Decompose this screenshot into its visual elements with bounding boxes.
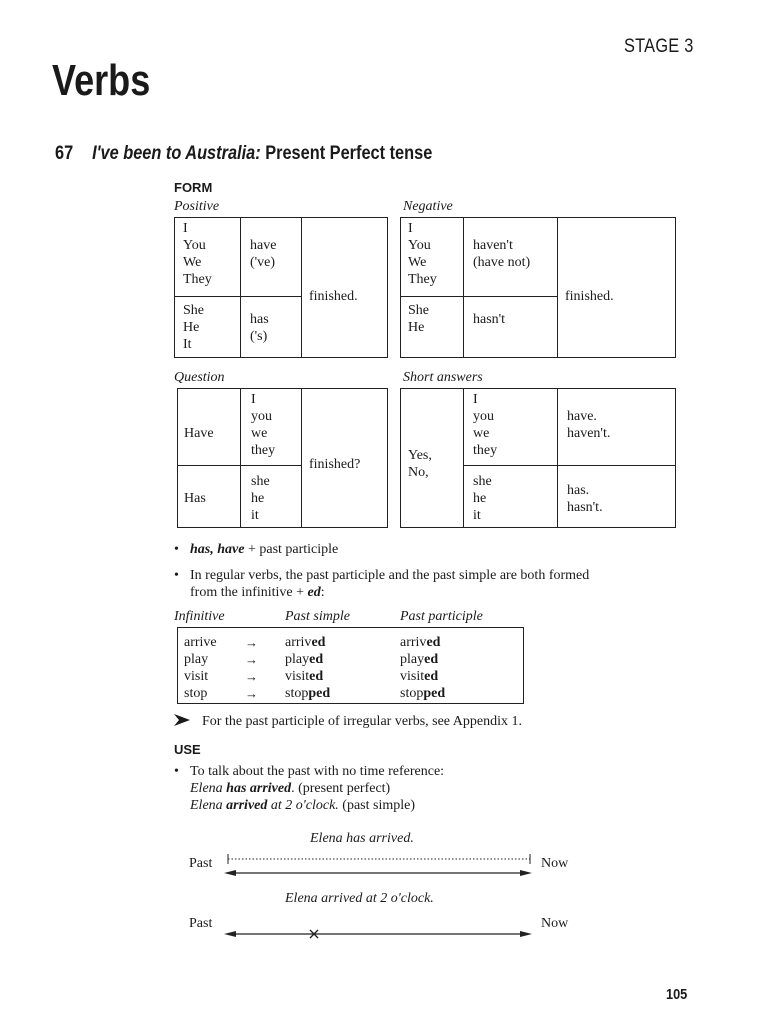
example-1-subject: Elena (190, 781, 223, 796)
negative-participle: finished. (565, 289, 614, 304)
bullet-has-have (174, 541, 338, 558)
negative-row-divider (400, 296, 557, 297)
question-pronouns-plural: I you we they (251, 392, 276, 458)
positive-pronouns-plural: I You We They (183, 221, 212, 287)
positive-verb-has: has ('s) (250, 312, 269, 344)
arrow-icon: → (245, 669, 258, 684)
verb-inf-2: visit (184, 669, 209, 684)
bullet-dot: • (174, 568, 179, 583)
bullet-regular-line2: from the infinitive + (190, 585, 305, 600)
bullet-regular-colon: : (320, 585, 325, 600)
arrow-icon: → (245, 686, 258, 701)
verb-pp-ending: ed (424, 652, 439, 667)
verb-ps-0 (285, 634, 325, 651)
positive-divider-2 (301, 217, 302, 358)
bullet-has-have-bold: has, have (190, 542, 245, 557)
verb-ps-ending: ed (311, 635, 326, 650)
verb-ps-ending: ed (309, 652, 324, 667)
bullet-has-have-rest: + past participle (247, 542, 339, 557)
unit-title-italic: I've been to Australia: (92, 143, 261, 164)
short-answers-label: Short answers (403, 370, 483, 385)
timeline-1-caption: Elena has arrived. (310, 831, 414, 846)
verb-ps-2 (285, 668, 323, 685)
bullet-regular-verbs (174, 567, 589, 601)
question-aux-have: Have (184, 426, 214, 441)
question-participle: finished? (309, 457, 361, 472)
form-heading: FORM (174, 180, 213, 195)
verb-ps-stem: stop (285, 686, 309, 701)
timeline-2-diagram (222, 922, 534, 942)
short-answers-table (400, 388, 676, 528)
timeline-1-diagram (222, 850, 534, 880)
question-label: Question (174, 370, 225, 385)
bullet-dot: • (174, 764, 179, 779)
short-answers-has: has. hasn't. (567, 483, 603, 515)
use-bullet-text: To talk about the past with no time reference: (190, 764, 445, 779)
short-answers-pronouns-singular: she he it (473, 474, 492, 523)
short-answers-divider-1 (463, 388, 464, 528)
timeline-2-caption: Elena arrived at 2 o'clock. (285, 891, 434, 906)
short-answers-row-divider (463, 465, 676, 466)
bullet-dot: • (174, 542, 179, 557)
header-past-participle: Past participle (400, 609, 483, 624)
unit-heading (55, 143, 432, 165)
verb-ps-stem: arriv (285, 635, 312, 650)
page-number: 105 (666, 986, 688, 1003)
positive-pronouns-singular: She He It (183, 303, 204, 352)
verb-inf-1: play (184, 652, 209, 667)
bullet-regular-ed: ed (307, 585, 321, 600)
use-bullet (174, 763, 444, 780)
verb-ps-3 (285, 685, 330, 702)
example-2-note: (past simple) (342, 798, 416, 813)
question-row-divider (177, 465, 301, 466)
negative-divider-1 (463, 217, 464, 358)
verb-pp-stem: play (400, 652, 425, 667)
positive-verb-have: have ('ve) (250, 238, 277, 270)
positive-label: Positive (174, 199, 220, 214)
example-2-verb: arrived (226, 798, 268, 813)
header-infinitive: Infinitive (174, 609, 225, 624)
verb-table (177, 627, 524, 704)
short-answers-yes-no: Yes, No, (408, 448, 432, 480)
example-1-verb: has arrived (226, 781, 292, 796)
unit-title-rest: Present Perfect tense (265, 143, 433, 164)
negative-pronouns-singular: She He (408, 303, 429, 335)
negative-label: Negative (403, 199, 453, 214)
verb-ps-1 (285, 651, 323, 668)
verb-inf-0: arrive (184, 635, 217, 650)
negative-verb-hasnt: hasn't (473, 312, 506, 327)
short-answers-have: have. haven't. (567, 409, 611, 441)
unit-number: 67 (55, 143, 74, 164)
verb-pp-ending: ed (426, 635, 441, 650)
verb-ps-stem: visit (285, 669, 310, 684)
negative-verb-havent: haven't (have not) (473, 238, 531, 270)
verb-pp-ending: ed (424, 669, 439, 684)
bullet-regular-line1: In regular verbs, the past participle and the past simple are both formed (190, 568, 590, 583)
positive-divider-1 (240, 217, 241, 358)
timeline-2-past: Past (189, 916, 213, 931)
use-example-1 (190, 780, 390, 797)
positive-row-divider (174, 296, 301, 297)
positive-participle: finished. (309, 289, 358, 304)
verb-pp-1 (400, 651, 438, 668)
timeline-1-now: Now (541, 856, 569, 871)
negative-table (400, 217, 676, 358)
verb-pp-stem: visit (400, 669, 425, 684)
appendix-note-text: For the past participle of irregular verbs, see Appendix 1. (202, 714, 522, 729)
pointer-arrow-icon (174, 713, 202, 730)
verb-ps-ending: ed (309, 669, 324, 684)
timeline-2-now: Now (541, 916, 569, 931)
verb-inf-3: stop (184, 686, 208, 701)
arrow-icon: → (245, 635, 258, 650)
short-answers-pronouns-plural: I you we they (473, 392, 498, 458)
question-divider-2 (301, 388, 302, 528)
example-1-note: . (present perfect) (291, 781, 391, 796)
verb-pp-3 (400, 685, 445, 702)
arrow-icon: → (245, 652, 258, 667)
verb-pp-2 (400, 668, 438, 685)
verb-pp-ending: ped (423, 686, 446, 701)
use-example-2 (190, 797, 415, 814)
verb-pp-stem: stop (400, 686, 424, 701)
verb-ps-stem: play (285, 652, 310, 667)
timeline-1-past: Past (189, 856, 213, 871)
verb-pp-stem: arriv (400, 635, 427, 650)
example-2-subject: Elena (190, 798, 223, 813)
short-answers-divider-2 (557, 388, 558, 528)
question-aux-has: Has (184, 491, 206, 506)
header-past-simple: Past simple (285, 609, 350, 624)
stage-label: STAGE 3 (624, 36, 694, 57)
question-divider-1 (240, 388, 241, 528)
use-heading: USE (174, 742, 201, 757)
verb-pp-0 (400, 634, 440, 651)
question-pronouns-singular: she he it (251, 474, 270, 523)
negative-divider-2 (557, 217, 558, 358)
example-2-time: at 2 o'clock. (270, 798, 339, 813)
negative-pronouns-plural: I You We They (408, 221, 437, 287)
appendix-note (174, 713, 522, 730)
verb-ps-ending: ped (308, 686, 331, 701)
chapter-title: Verbs (52, 56, 151, 105)
